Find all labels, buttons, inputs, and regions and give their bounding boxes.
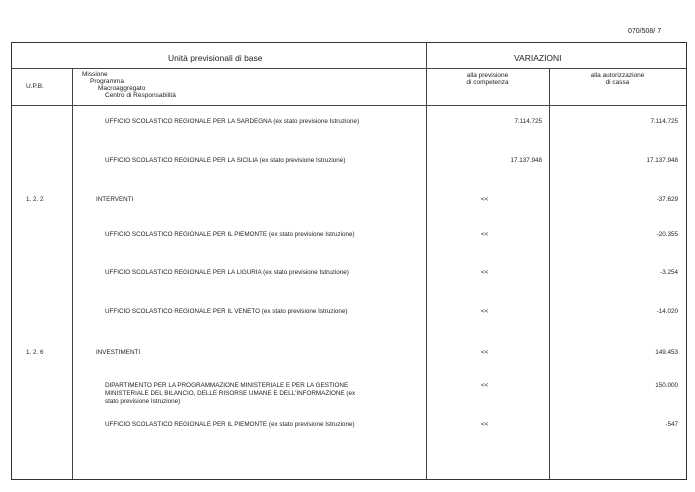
row-3-competenza: << — [481, 231, 489, 238]
row-1-cassa: 17.137.948 — [646, 157, 678, 164]
header-col-competenza: alla previsione di competenza — [466, 72, 509, 86]
header-hierarchy-programma: Programma — [90, 78, 124, 85]
page-number: 070/508/ 7 — [628, 28, 662, 35]
row-2-competenza: << — [481, 196, 489, 203]
row-4-description: UFFICIO SCOLASTICO REGIONALE PER LA LIGURIA (ex stato previsione Istruzione) — [105, 269, 349, 276]
header-upb-section: Unità previsionali di base — [168, 53, 263, 63]
row-6-competenza: << — [481, 349, 489, 356]
row-5-cassa: -14.020 — [656, 308, 678, 315]
row-3-description: UFFICIO SCOLASTICO REGIONALE PER IL PIEMONTE (ex stato previsione Istruzione) — [105, 231, 355, 238]
col-divider-upb — [72, 68, 73, 479]
row-2-upb: 1. 2. 2 — [26, 196, 44, 203]
row-7-competenza: << — [481, 382, 489, 389]
row-5-competenza: << — [481, 308, 489, 315]
header-col-upb: U.P.B. — [26, 83, 44, 90]
row-7-description: DIPARTIMENTO PER LA PROGRAMMAZIONE MINISTERIALE E PER LA GESTIONE MINISTERIALE DEL BILANCIO, DELLE RISORSE UMANE E DELL'INFORMAZIONE (ex stato previsione Istruzione) — [105, 382, 356, 405]
row-0-competenza: 7.114.725 — [514, 118, 542, 125]
row-2-description: INTERVENTI — [96, 196, 134, 203]
header-hierarchy-macroaggregato: Macroaggregato — [98, 85, 146, 92]
row-3-cassa: -20.355 — [656, 231, 678, 238]
row-8-description: UFFICIO SCOLASTICO REGIONALE PER IL PIEMONTE (ex stato previsione Istruzione) — [105, 421, 355, 428]
row-6-cassa: 149.453 — [655, 349, 678, 356]
row-7-cassa: 150.000 — [655, 382, 678, 389]
header-hierarchy-missione: Missione — [82, 71, 108, 78]
col-divider-variazioni — [426, 43, 427, 479]
row-0-description: UFFICIO SCOLASTICO REGIONALE PER LA SARDEGNA (ex stato previsione Istruzione) — [105, 118, 360, 125]
header-bottom-rule — [12, 105, 686, 106]
row-0-cassa: 7.114.725 — [650, 118, 678, 125]
row-8-cassa: -547 — [665, 421, 678, 428]
row-5-description: UFFICIO SCOLASTICO REGIONALE PER IL VENETO (ex stato previsione Istruzione) — [105, 308, 348, 315]
row-4-cassa: -3.254 — [660, 269, 678, 276]
header-divider — [12, 68, 686, 69]
header-variazioni: VARIAZIONI — [514, 53, 562, 63]
row-6-upb: 1. 2. 6 — [26, 349, 44, 356]
row-1-competenza: 17.137.948 — [510, 157, 542, 164]
row-1-description: UFFICIO SCOLASTICO REGIONALE PER LA SICILIA (ex stato previsione Istruzione) — [105, 157, 346, 164]
header-col-cassa: alla autorizzazione di cassa — [590, 72, 645, 86]
row-4-competenza: << — [481, 269, 489, 276]
row-2-cassa: -37.629 — [656, 196, 678, 203]
budget-variation-table — [11, 42, 687, 480]
header-hierarchy-centro: Centro di Responsabilità — [105, 92, 176, 99]
row-8-competenza: << — [481, 421, 489, 428]
row-6-description: INVESTIMENTI — [96, 349, 141, 356]
